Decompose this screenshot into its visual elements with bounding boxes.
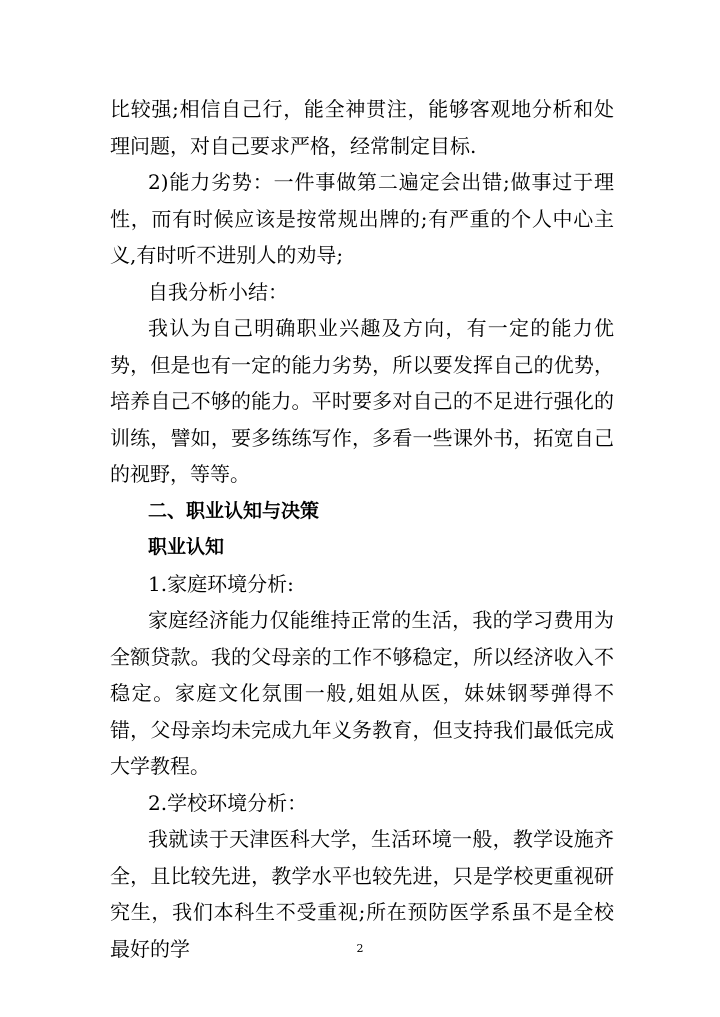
subsection-heading-career-cognition: 职业认知 bbox=[148, 536, 225, 558]
page-number: 2 bbox=[356, 942, 364, 955]
paragraph-family-environment-label: 1.家庭环境分析: bbox=[148, 571, 294, 596]
paragraph-family-environment: 家庭经济能力仅能维持正常的生活，我的学习费用为全额贷款。我的父母亲的工作不够稳定，所以经济收入不稳定。家庭文化氛围一般,姐姐从医，妹妹钢琴弹得不错，父母亲均未完成九年义务教育，但支持我们最低完成大学教程。 bbox=[110, 608, 614, 778]
paragraph-self-analysis-summary: 我认为自己明确职业兴趣及方向，有一定的能力优势，但是也有一定的能力劣势，所以要发挥自己的优势，培养自己不够的能力。平时要多对自己的不足进行强化的训练，譬如，要多练练写作，多看一些课外书，拓宽自己的视野，等等。 bbox=[110, 316, 614, 486]
paragraph-school-environment-label: 2.学校环境分析： bbox=[148, 790, 308, 815]
body-text bbox=[110, 91, 614, 967]
paragraph-school-environment: 我就读于天津医科大学，生活环境一般，教学设施齐全，且比较先进，教学水平也较先进，只是学校更重视研究生，我们本科生不受重视;所在预防医学系虽不是全校最好的学 bbox=[110, 827, 614, 961]
paragraph-self-analysis-summary-label: 自我分析小结： bbox=[148, 279, 288, 304]
paragraph-ability-weaknesses: 2)能力劣势：一件事做第二遍定会出错;做事过于理性，而有时候应该是按常规出牌的;有严重的个人中心主义,有时听不进别人的劝导; bbox=[110, 170, 614, 267]
paragraph-strengths-continued: 比较强;相信自己行，能全神贯注，能够客观地分析和处理问题，对自己要求严格，经常制定目标. bbox=[110, 97, 614, 158]
section-heading-career-cognition: 二、职业认知与决策 bbox=[148, 499, 320, 522]
